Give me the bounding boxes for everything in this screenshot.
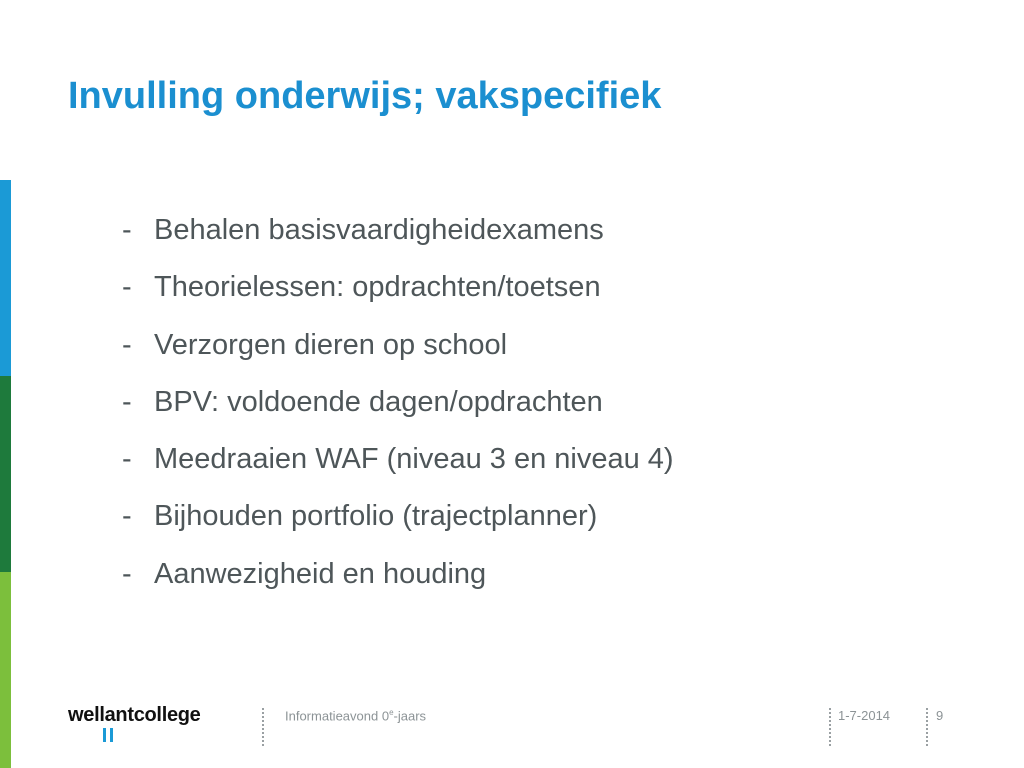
footer-event-superscript: e <box>389 708 394 717</box>
bullet-marker: - <box>122 443 132 476</box>
wellantcollege-logo: wellantcollege <box>68 704 201 726</box>
footer-event-title <box>285 708 426 723</box>
bullet-marker: - <box>122 500 132 533</box>
bullet-item <box>122 329 674 386</box>
bullet-marker: - <box>122 271 132 304</box>
bullet-marker: - <box>122 385 132 418</box>
slide-title: Invulling onderwijs; vakspecifiek <box>68 75 662 117</box>
footer-event-prefix: Informatieavond 0 <box>285 708 390 724</box>
accent-bar-blue <box>0 180 11 376</box>
footer-divider <box>829 708 831 746</box>
bullet-text: Theorielessen: opdrachten/toetsen <box>154 271 601 304</box>
bullet-text: Aanwezigheid en houding <box>154 557 487 590</box>
bullet-text: Meedraaien WAF (niveau 3 en niveau 4) <box>154 443 674 476</box>
bullet-item <box>122 386 674 443</box>
bullet-list <box>122 214 674 615</box>
bullet-item <box>122 558 674 615</box>
logo-mark-icon <box>103 728 115 742</box>
footer-event-suffix: -jaars <box>393 708 427 724</box>
bullet-text: Verzorgen dieren op school <box>154 328 508 361</box>
bullet-text: Bijhouden portfolio (trajectplanner) <box>154 500 598 533</box>
footer-divider <box>926 708 928 746</box>
bullet-item <box>122 500 674 557</box>
bullet-text: Behalen basisvaardigheidexamens <box>154 214 604 246</box>
bullet-marker: - <box>122 328 132 361</box>
bullet-item <box>122 271 674 328</box>
accent-bar-dark-green <box>0 376 11 572</box>
bullet-item <box>122 214 674 271</box>
bullet-text: BPV: voldoende dagen/opdrachten <box>154 385 603 418</box>
footer-divider <box>262 708 264 746</box>
bullet-marker: - <box>122 557 132 590</box>
footer-date: 1-7-2014 <box>838 708 891 723</box>
bullet-item <box>122 443 674 500</box>
bullet-marker: - <box>122 214 132 246</box>
footer-page-number: 9 <box>936 708 944 723</box>
accent-bar-light-green <box>0 572 11 768</box>
